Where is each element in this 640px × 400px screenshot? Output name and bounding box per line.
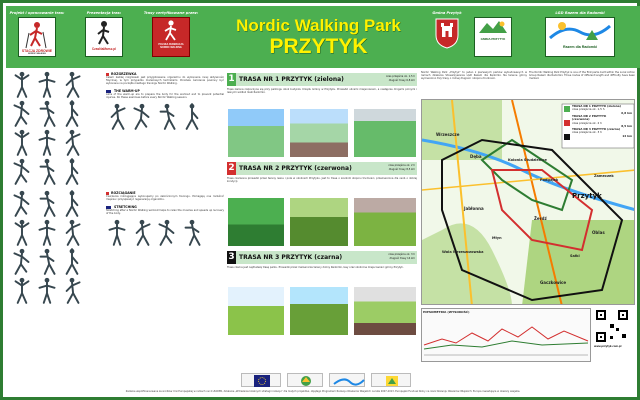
header-band	[6, 6, 640, 68]
exercise-figure-icon	[156, 103, 178, 131]
legend-1-sub: czas przejścia ok. 1,5 h	[572, 107, 605, 112]
website-link[interactable]: www.przytyk.com.pl	[594, 345, 622, 348]
exercise-figure	[11, 277, 33, 305]
stretching-text: Stretching after a Nordic Walking workout helps to relax the muscles and speeds up recovery of the body.	[106, 209, 224, 215]
route-1-text: Trasa zielona rozpoczyna się przy parkingu obok budynku Urzędu Gminy w Przytyku. Prowadzi ulicami miejscowości, a następnie drogami polnymi i leśnymi wzdłuż rzeki Radomki.	[227, 88, 417, 94]
qr-code-icon[interactable]	[594, 308, 630, 344]
place-zameczek: Zameczek	[594, 174, 614, 178]
route-1-distance: długość trasy 6,8 km	[388, 78, 415, 82]
warmup-figures	[11, 71, 103, 186]
title-line-1: Nordic Walking Park	[236, 16, 401, 35]
route-3-header	[227, 251, 417, 264]
exercise-figure-icon	[61, 71, 83, 99]
exercise-figure	[36, 219, 58, 247]
leader-logo	[287, 373, 323, 387]
legend-3-value: 14 km	[622, 133, 632, 138]
walker-silhouette-icon	[86, 18, 122, 46]
exercise-figure	[181, 103, 203, 131]
exercise-figure	[61, 158, 83, 186]
legend-2-label: TRASA NR 2 PRZYTYK (czerwona)	[572, 113, 607, 122]
exercise-figure	[156, 219, 178, 247]
exercise-figure	[36, 129, 58, 157]
gmina-logo-block	[472, 11, 514, 57]
exercise-figure	[11, 190, 33, 218]
exercises-column	[11, 71, 225, 371]
legend-1-label: TRASA NR 1 PRZYTYK (zielona)	[572, 104, 621, 108]
route-3-distance: długość trasy 14 km	[389, 256, 415, 260]
route-1-number: 1	[228, 74, 235, 84]
exercise-figure	[11, 248, 33, 276]
intro-text-en: The Nordic Walking Park Przytyk is one of the first parks built within the Local Action Group Razem dla Radomki. Three routes of different length and difficulty have been marked.	[529, 71, 635, 80]
elevation-profile	[421, 308, 591, 362]
exercise-figure-icon	[36, 190, 58, 218]
route-3-photo-2	[289, 286, 349, 336]
intro-text: Nordic Walking Park „Przytyk” to jeden z pierwszych parków wybudowanych w ramach działania Stowarzyszenia LGD Razem dla Radomki. Na terenie gminy wyznaczono trzy trasy o różnej długości i stopniu trudności.	[421, 71, 527, 80]
exercise-figure	[106, 219, 128, 247]
stacja-logo-text: STACJA ZDROWIE	[21, 49, 53, 53]
route-3-photo-1	[227, 286, 285, 336]
exercise-figure-icon	[36, 129, 58, 157]
footer-text: Zadanie współfinansowane ze środków Unii Europejskiej w ramach osi 4 LEADER, działanie „Wdrażanie lokalnych strategii rozwoju” dla małych projektów, objętego Programem Rozwoju Obszarów Wiejskich na lata 2007-2013. Europejski Fundusz Rolny na rzecz Rozwoju Obszarów Wiejskich: Europa inwestująca w obszary wiejskie.	[125, 390, 521, 393]
exercise-figure	[61, 277, 83, 305]
place-podgajek: Podgajek	[540, 178, 559, 182]
prezentacja-label: Prezentacja tras:	[86, 11, 122, 15]
exercise-figure	[36, 100, 58, 128]
gmina-block	[426, 11, 468, 50]
title-line-2: PRZYTYK	[269, 35, 368, 58]
legend-2	[572, 113, 632, 129]
exercise-figure	[11, 158, 33, 186]
gmina-label: Gmina Przytyk	[432, 11, 462, 15]
exercise-figure-icon	[61, 158, 83, 186]
lgd-footer-icon	[330, 374, 366, 388]
exercise-figure-icon	[106, 103, 128, 131]
route-1-photos	[227, 108, 417, 158]
place-zerdz: Żerdź	[534, 216, 547, 221]
route-1-header	[227, 73, 417, 86]
exercise-figure-icon	[106, 219, 128, 247]
place-oblas: Oblas	[592, 230, 605, 235]
route-2-title: TRASA NR 2 PRZYTYK (czerwona)	[239, 165, 352, 172]
exercise-figure	[11, 71, 33, 99]
exercise-figure-icon	[11, 100, 33, 128]
place-deba: Dęba	[470, 154, 482, 159]
exercise-figure-icon	[11, 71, 33, 99]
route-2-text: Trasa czerwona prowadzi przez tereny leśne i pola w okolicach Przytyku. Jest to trasa o średnim stopniu trudności, przeznaczona dla osób o dobrej kondycji.	[227, 177, 417, 183]
exercise-figure-icon	[61, 100, 83, 128]
route-3-photo-3	[353, 286, 417, 336]
exercise-figure-icon	[36, 277, 58, 305]
eu-flag-icon	[242, 374, 282, 388]
gmina-przytyk-logo	[474, 17, 512, 57]
exercise-figure-icon	[61, 248, 83, 276]
place-wrzeszcze: Wrzeszcze	[436, 132, 460, 137]
exercise-figure	[156, 103, 178, 131]
route-1	[227, 73, 417, 158]
place-przytyk: Przytyk	[572, 192, 602, 200]
exercise-figure-icon	[36, 248, 58, 276]
warmup-figures-grid	[11, 71, 103, 186]
legend-2-sub: czas przejścia ok. 2 h	[572, 120, 602, 125]
leader-icon	[288, 374, 324, 388]
stretching-figures-grid	[11, 190, 103, 305]
exercise-figure-icon	[36, 158, 58, 186]
projekt-block	[9, 11, 65, 55]
route-2-photo-3	[353, 197, 417, 247]
place-wola: Wola Wrzeszczowska	[442, 250, 484, 254]
exercise-figure-icon	[11, 277, 33, 305]
exercise-figure-icon	[11, 190, 33, 218]
lgd-block	[526, 11, 634, 57]
park-title	[211, 16, 426, 58]
rozciaganie-title: ROZCIĄGANIE	[111, 191, 136, 195]
route-2	[227, 162, 417, 247]
rozgrzewka-title: ROZGRZEWKA	[111, 72, 137, 76]
exercise-figure-icon	[61, 190, 83, 218]
warmup-title: THE WARM-UP	[114, 89, 140, 93]
place-salki: Sałki	[570, 254, 580, 258]
rozgrzewka-text: Celem każdej rozgrzewki jest przygotowanie organizmu do wykonania innej aktywności fizycznej, w tym przypadku marszowych technikami. Poniższe ćwiczenia powinny być wykonane na początku każdego treningu Nordic Walking.	[106, 76, 224, 85]
exercise-figure-icon	[131, 103, 153, 131]
stretching-title: STRETCHING	[114, 205, 137, 209]
exercise-figure-icon	[61, 129, 83, 157]
exercise-figure	[61, 129, 83, 157]
route-3-number: 3	[228, 252, 235, 262]
place-jablonna: Jabłonna	[464, 206, 484, 211]
exercise-figure	[36, 158, 58, 186]
exercise-figure	[61, 219, 83, 247]
exercise-figure-icon	[131, 219, 153, 247]
exercise-figure	[36, 277, 58, 305]
stretching-section	[11, 190, 225, 305]
exercise-figure-icon	[36, 100, 58, 128]
routes-column	[227, 71, 417, 371]
map-column	[421, 71, 635, 371]
stretching-figures	[11, 190, 103, 305]
legend-1-value: 6,8 km	[621, 110, 632, 115]
route-1-title: TRASA NR 1 PRZYTYK (zielona)	[239, 76, 344, 83]
exercise-figure	[131, 103, 153, 131]
route-2-photo-2	[289, 197, 349, 247]
warmup-text: Aims of the warm-up are to prepare the body for the workout and to prevent potential injuries. Do these exercises before every Nordic Walking session.	[106, 93, 224, 99]
map-legend	[572, 105, 632, 138]
certyfikat-label: Trasy certyfikowane przez:	[143, 11, 199, 15]
exercise-figure-icon	[61, 219, 83, 247]
prezentacja-block	[76, 11, 132, 57]
route-1-photo-2	[289, 108, 349, 158]
exercise-figure-icon	[36, 71, 58, 99]
lgd-footer-logo	[329, 373, 365, 387]
exercise-figure-icon	[61, 277, 83, 305]
route-2-photo-1	[227, 197, 285, 247]
route-3-title: TRASA NR 3 PRZYTYK (czarna)	[239, 254, 343, 261]
route-3-photos	[227, 286, 417, 336]
czasnamarsz-text: CzasNaMarsz.pl	[91, 47, 117, 51]
przytyk-coat-of-arms-icon	[434, 17, 460, 49]
gmina-emblem-icon	[475, 18, 511, 36]
legend-2-value: 8,5 km	[621, 124, 632, 129]
exercise-figure-icon	[36, 219, 58, 247]
exercise-figure	[181, 219, 203, 247]
route-1-time: czas przejścia ok. 1,5 h	[385, 75, 415, 78]
exercise-figure-icon	[11, 219, 33, 247]
warmup-section	[11, 71, 225, 186]
route-1-photo-1	[227, 108, 285, 158]
czasnamarsz-logo	[85, 17, 123, 57]
exercise-figure	[61, 100, 83, 128]
exercise-figure	[106, 103, 128, 131]
route-2-header	[227, 162, 417, 175]
exercise-figure-icon	[11, 129, 33, 157]
warmup-figures-grid-2	[106, 103, 224, 131]
exercise-figure	[131, 219, 153, 247]
place-mlyn: Młyn	[492, 236, 502, 240]
route-3-text: Trasa czarna jest najdłuższą trasą parku. Prowadzi przez malownicze tereny doliny Radomki, lasy oraz okoliczne miejscowości gminy Przytyk.	[227, 266, 404, 269]
intro-block	[421, 71, 635, 97]
legend-3-label: TRASA NR 3 PRZYTYK (czarna)	[572, 127, 621, 132]
bottom-right-block	[421, 308, 635, 362]
certyfikat-block	[143, 11, 199, 57]
lgd-logo	[545, 17, 615, 57]
exercise-figure-icon	[11, 158, 33, 186]
exercise-figure	[11, 219, 33, 247]
exercise-figure	[61, 190, 83, 218]
exercise-figure-icon	[181, 219, 203, 247]
lgd-river-icon	[546, 18, 614, 44]
elevation-title: HIPSOMETRIA (WYSOKOŚĆ)	[423, 310, 470, 314]
lgd-label: LGD Razem dla Radomki	[555, 11, 605, 15]
route-1-photo-3	[353, 108, 417, 158]
stacja-logo-sub: NORDIC WALKING	[28, 53, 46, 55]
legend-3	[572, 127, 632, 138]
exercise-figure	[61, 248, 83, 276]
pfnw-walker-icon	[153, 18, 189, 42]
route-2-distance: długość trasy 8,5 km	[388, 167, 415, 171]
exercise-figure-icon	[181, 103, 203, 131]
pfnw-text: POLSKA FEDERACJA NORDIC WALKING	[158, 43, 184, 49]
exercise-figure-icon	[156, 219, 178, 247]
lgd-logo-text: Razem dla Radomki	[563, 45, 597, 49]
eu-flag-logo	[241, 373, 281, 387]
legend-1	[572, 104, 632, 115]
prow-logo	[371, 373, 411, 387]
route-2-photos	[227, 197, 417, 247]
route-map	[421, 99, 635, 305]
place-kolonia: Kolonia Studzienice	[508, 158, 547, 162]
qr-block	[594, 308, 634, 362]
elevation-graph	[422, 315, 590, 359]
gmina-logo-text: GMINA PRZYTYK	[480, 37, 506, 41]
exercise-figure	[11, 129, 33, 157]
place-gaczkowice: Gaczkowice	[540, 280, 567, 285]
stretching-text-block	[106, 190, 224, 305]
prow-icon	[372, 374, 412, 388]
pfnw-logo	[152, 17, 190, 57]
projekt-label: Projekt i opracowanie tras:	[9, 11, 65, 15]
exercise-figure-icon	[11, 248, 33, 276]
route-3-time: czas przejścia ok. 3 h	[388, 253, 415, 256]
exercise-figure	[36, 190, 58, 218]
rozciaganie-text: Ćwiczenia rozciągające wykonujemy po zakończonym treningu. Pomagają one rozluźnić mięśnie i przyspieszyć regenerację organizmu.	[106, 195, 224, 201]
route-2-time: czas przejścia ok. 2 h	[388, 164, 415, 167]
exercise-figure	[36, 248, 58, 276]
footer	[11, 373, 635, 395]
route-2-number: 2	[228, 163, 235, 173]
exercise-figure	[61, 71, 83, 99]
warmup-text-block	[106, 71, 224, 186]
exercise-figure	[11, 100, 33, 128]
stretching-figures-grid-2	[106, 219, 224, 247]
route-3	[227, 251, 417, 336]
exercise-figure	[36, 71, 58, 99]
legend-3-sub: czas przejścia ok. 3 h	[572, 130, 602, 135]
